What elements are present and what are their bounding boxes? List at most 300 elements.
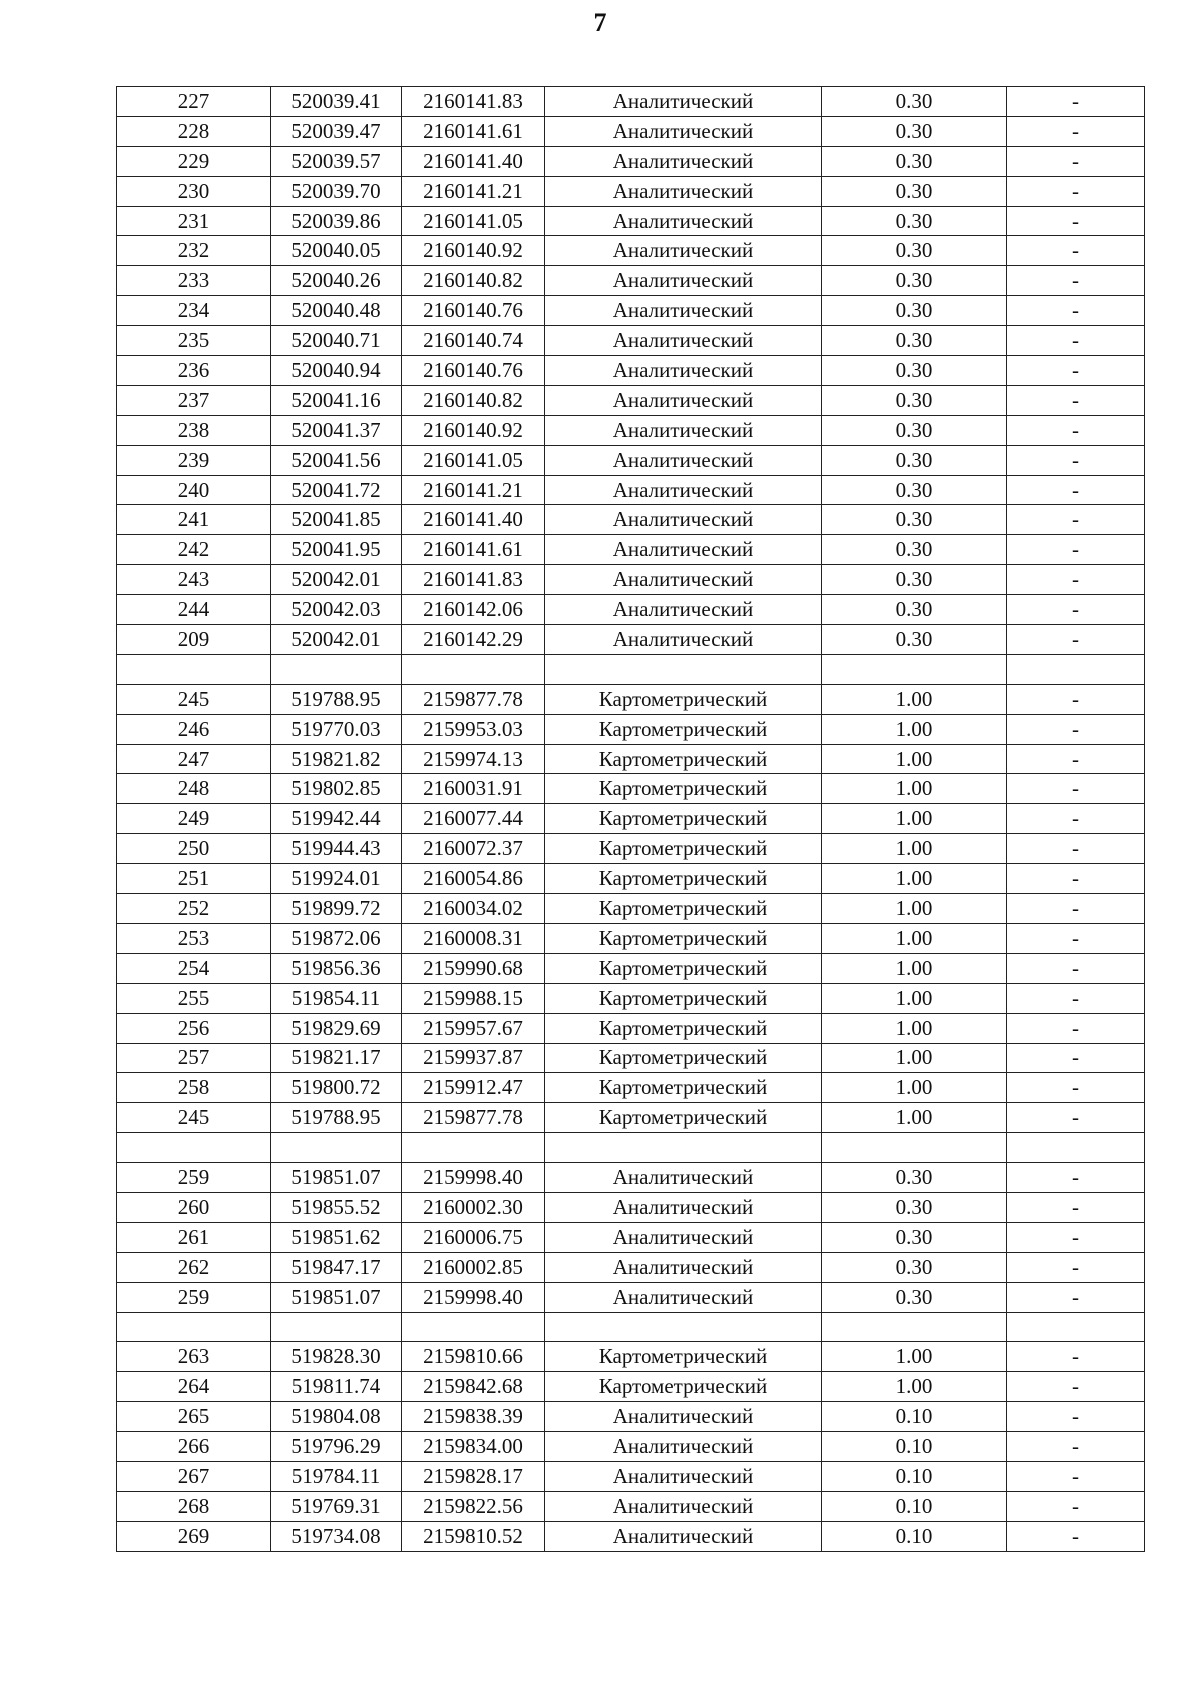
- y-coordinate-cell: 2160142.06: [402, 595, 545, 625]
- method-cell: Картометрический: [545, 834, 822, 864]
- point-number-cell: 251: [117, 864, 271, 894]
- table-row: [117, 1192, 1145, 1222]
- y-coordinate-cell: [402, 1312, 545, 1342]
- x-coordinate-cell: 520042.01: [271, 625, 402, 655]
- method-cell: Аналитический: [545, 415, 822, 445]
- note-cell: -: [1007, 595, 1145, 625]
- accuracy-cell: 0.30: [822, 535, 1007, 565]
- method-cell: Аналитический: [545, 505, 822, 535]
- note-cell: -: [1007, 356, 1145, 386]
- point-number-cell: 244: [117, 595, 271, 625]
- y-coordinate-cell: [402, 654, 545, 684]
- method-cell: Картометрический: [545, 983, 822, 1013]
- x-coordinate-cell: 520040.48: [271, 296, 402, 326]
- table-row: [117, 774, 1145, 804]
- method-cell: Аналитический: [545, 445, 822, 475]
- y-coordinate-cell: 2159838.39: [402, 1402, 545, 1432]
- note-cell: -: [1007, 1282, 1145, 1312]
- page-number: 7: [593, 8, 607, 37]
- y-coordinate-cell: 2160141.21: [402, 475, 545, 505]
- x-coordinate-cell: 519769.31: [271, 1491, 402, 1521]
- y-coordinate-cell: 2160140.76: [402, 296, 545, 326]
- method-cell: Картометрический: [545, 923, 822, 953]
- accuracy-cell: 0.10: [822, 1491, 1007, 1521]
- accuracy-cell: 1.00: [822, 804, 1007, 834]
- x-coordinate-cell: 519770.03: [271, 714, 402, 744]
- note-cell: -: [1007, 744, 1145, 774]
- table-row: [117, 1222, 1145, 1252]
- x-coordinate-cell: 519856.36: [271, 953, 402, 983]
- table-row: [117, 475, 1145, 505]
- x-coordinate-cell: 520039.57: [271, 146, 402, 176]
- accuracy-cell: 1.00: [822, 923, 1007, 953]
- y-coordinate-cell: 2159842.68: [402, 1372, 545, 1402]
- x-coordinate-cell: 519821.17: [271, 1043, 402, 1073]
- accuracy-cell: 0.30: [822, 146, 1007, 176]
- point-number-cell: 250: [117, 834, 271, 864]
- method-cell: Картометрический: [545, 1103, 822, 1133]
- accuracy-cell: 1.00: [822, 744, 1007, 774]
- method-cell: Картометрический: [545, 774, 822, 804]
- note-cell: -: [1007, 1192, 1145, 1222]
- accuracy-cell: [822, 654, 1007, 684]
- point-number-cell: 263: [117, 1342, 271, 1372]
- y-coordinate-cell: 2159877.78: [402, 684, 545, 714]
- table-row: [117, 445, 1145, 475]
- point-number-cell: 262: [117, 1252, 271, 1282]
- point-number-cell: 229: [117, 146, 271, 176]
- method-cell: Аналитический: [545, 1222, 822, 1252]
- method-cell: Картометрический: [545, 953, 822, 983]
- point-number-cell: 249: [117, 804, 271, 834]
- table-row: [117, 1282, 1145, 1312]
- x-coordinate-cell: 520040.05: [271, 236, 402, 266]
- accuracy-cell: [822, 1133, 1007, 1163]
- x-coordinate-cell: 519944.43: [271, 834, 402, 864]
- accuracy-cell: 0.30: [822, 1252, 1007, 1282]
- note-cell: -: [1007, 236, 1145, 266]
- note-cell: -: [1007, 326, 1145, 356]
- method-cell: Аналитический: [545, 1521, 822, 1551]
- point-number-cell: 259: [117, 1163, 271, 1193]
- method-cell: [545, 1312, 822, 1342]
- note-cell: -: [1007, 1491, 1145, 1521]
- note-cell: -: [1007, 87, 1145, 117]
- y-coordinate-cell: 2159998.40: [402, 1282, 545, 1312]
- method-cell: Картометрический: [545, 1013, 822, 1043]
- accuracy-cell: 0.10: [822, 1461, 1007, 1491]
- point-number-cell: 246: [117, 714, 271, 744]
- note-cell: -: [1007, 834, 1145, 864]
- note-cell: -: [1007, 1372, 1145, 1402]
- point-number-cell: 257: [117, 1043, 271, 1073]
- y-coordinate-cell: 2160140.92: [402, 415, 545, 445]
- x-coordinate-cell: 519802.85: [271, 774, 402, 804]
- y-coordinate-cell: 2160002.30: [402, 1192, 545, 1222]
- point-number-cell: 260: [117, 1192, 271, 1222]
- x-coordinate-cell: 519788.95: [271, 684, 402, 714]
- x-coordinate-cell: 519788.95: [271, 1103, 402, 1133]
- accuracy-cell: 0.10: [822, 1402, 1007, 1432]
- note-cell: -: [1007, 983, 1145, 1013]
- y-coordinate-cell: 2160141.21: [402, 176, 545, 206]
- method-cell: Аналитический: [545, 565, 822, 595]
- method-cell: Аналитический: [545, 266, 822, 296]
- method-cell: Аналитический: [545, 206, 822, 236]
- table-row: [117, 1103, 1145, 1133]
- note-cell: -: [1007, 385, 1145, 415]
- y-coordinate-cell: 2160140.82: [402, 385, 545, 415]
- method-cell: Аналитический: [545, 116, 822, 146]
- note-cell: -: [1007, 176, 1145, 206]
- note-cell: -: [1007, 415, 1145, 445]
- y-coordinate-cell: 2159990.68: [402, 953, 545, 983]
- point-number-cell: 232: [117, 236, 271, 266]
- y-coordinate-cell: 2159828.17: [402, 1461, 545, 1491]
- table-row: [117, 296, 1145, 326]
- point-number-cell: 239: [117, 445, 271, 475]
- note-cell: -: [1007, 1252, 1145, 1282]
- method-cell: Аналитический: [545, 535, 822, 565]
- point-number-cell: 268: [117, 1491, 271, 1521]
- y-coordinate-cell: 2159810.52: [402, 1521, 545, 1551]
- accuracy-cell: 1.00: [822, 834, 1007, 864]
- accuracy-cell: 0.30: [822, 206, 1007, 236]
- method-cell: Аналитический: [545, 1192, 822, 1222]
- note-cell: -: [1007, 296, 1145, 326]
- y-coordinate-cell: 2159998.40: [402, 1163, 545, 1193]
- table-separator-row: [117, 1312, 1145, 1342]
- x-coordinate-cell: 520042.01: [271, 565, 402, 595]
- y-coordinate-cell: 2159974.13: [402, 744, 545, 774]
- table-row: [117, 684, 1145, 714]
- accuracy-cell: 1.00: [822, 774, 1007, 804]
- accuracy-cell: 0.30: [822, 505, 1007, 535]
- note-cell: -: [1007, 1222, 1145, 1252]
- accuracy-cell: 0.30: [822, 595, 1007, 625]
- point-number-cell: 264: [117, 1372, 271, 1402]
- method-cell: Аналитический: [545, 1163, 822, 1193]
- table-row: [117, 565, 1145, 595]
- y-coordinate-cell: 2159822.56: [402, 1491, 545, 1521]
- method-cell: Картометрический: [545, 1372, 822, 1402]
- point-number-cell: 269: [117, 1521, 271, 1551]
- method-cell: Картометрический: [545, 864, 822, 894]
- point-number-cell: 256: [117, 1013, 271, 1043]
- method-cell: Аналитический: [545, 296, 822, 326]
- point-number-cell: 233: [117, 266, 271, 296]
- x-coordinate-cell: 520040.94: [271, 356, 402, 386]
- y-coordinate-cell: 2160140.92: [402, 236, 545, 266]
- accuracy-cell: 0.30: [822, 1282, 1007, 1312]
- table-row: [117, 1521, 1145, 1551]
- x-coordinate-cell: 520039.70: [271, 176, 402, 206]
- method-cell: Аналитический: [545, 595, 822, 625]
- coordinates-table: [116, 86, 1145, 1552]
- x-coordinate-cell: 520042.03: [271, 595, 402, 625]
- point-number-cell: 255: [117, 983, 271, 1013]
- table-row: [117, 953, 1145, 983]
- accuracy-cell: 0.30: [822, 356, 1007, 386]
- note-cell: -: [1007, 445, 1145, 475]
- y-coordinate-cell: 2160141.40: [402, 146, 545, 176]
- table-separator-row: [117, 654, 1145, 684]
- method-cell: Картометрический: [545, 1073, 822, 1103]
- x-coordinate-cell: 519851.07: [271, 1282, 402, 1312]
- table-row: [117, 595, 1145, 625]
- table-row: [117, 356, 1145, 386]
- method-cell: Аналитический: [545, 475, 822, 505]
- x-coordinate-cell: 519828.30: [271, 1342, 402, 1372]
- x-coordinate-cell: [271, 1133, 402, 1163]
- y-coordinate-cell: 2160077.44: [402, 804, 545, 834]
- x-coordinate-cell: 519855.52: [271, 1192, 402, 1222]
- accuracy-cell: 1.00: [822, 684, 1007, 714]
- accuracy-cell: 0.10: [822, 1521, 1007, 1551]
- point-number-cell: 243: [117, 565, 271, 595]
- x-coordinate-cell: 519854.11: [271, 983, 402, 1013]
- point-number-cell: 254: [117, 953, 271, 983]
- method-cell: Аналитический: [545, 146, 822, 176]
- x-coordinate-cell: 519829.69: [271, 1013, 402, 1043]
- x-coordinate-cell: 519851.62: [271, 1222, 402, 1252]
- x-coordinate-cell: 519804.08: [271, 1402, 402, 1432]
- point-number-cell: 230: [117, 176, 271, 206]
- y-coordinate-cell: 2160002.85: [402, 1252, 545, 1282]
- point-number-cell: [117, 1133, 271, 1163]
- x-coordinate-cell: 520039.86: [271, 206, 402, 236]
- accuracy-cell: 1.00: [822, 953, 1007, 983]
- method-cell: Аналитический: [545, 356, 822, 386]
- point-number-cell: 241: [117, 505, 271, 535]
- method-cell: [545, 1133, 822, 1163]
- y-coordinate-cell: 2160008.31: [402, 923, 545, 953]
- point-number-cell: 242: [117, 535, 271, 565]
- y-coordinate-cell: [402, 1133, 545, 1163]
- note-cell: -: [1007, 1103, 1145, 1133]
- table-row: [117, 714, 1145, 744]
- y-coordinate-cell: 2159810.66: [402, 1342, 545, 1372]
- x-coordinate-cell: 520039.47: [271, 116, 402, 146]
- table-row: [117, 116, 1145, 146]
- method-cell: Картометрический: [545, 1043, 822, 1073]
- note-cell: -: [1007, 1342, 1145, 1372]
- y-coordinate-cell: 2160140.76: [402, 356, 545, 386]
- method-cell: Аналитический: [545, 1252, 822, 1282]
- note-cell: -: [1007, 206, 1145, 236]
- coordinates-table-body: [117, 87, 1145, 1552]
- point-number-cell: 231: [117, 206, 271, 236]
- note-cell: -: [1007, 116, 1145, 146]
- y-coordinate-cell: 2159988.15: [402, 983, 545, 1013]
- table-row: [117, 894, 1145, 924]
- method-cell: Картометрический: [545, 804, 822, 834]
- table-row: [117, 834, 1145, 864]
- table-row: [117, 326, 1145, 356]
- accuracy-cell: 1.00: [822, 864, 1007, 894]
- x-coordinate-cell: 520041.37: [271, 415, 402, 445]
- note-cell: -: [1007, 146, 1145, 176]
- point-number-cell: 234: [117, 296, 271, 326]
- table-row: [117, 923, 1145, 953]
- table-row: [117, 1163, 1145, 1193]
- x-coordinate-cell: 520041.95: [271, 535, 402, 565]
- method-cell: Аналитический: [545, 1461, 822, 1491]
- note-cell: -: [1007, 625, 1145, 655]
- point-number-cell: 266: [117, 1432, 271, 1462]
- x-coordinate-cell: 519796.29: [271, 1432, 402, 1462]
- note-cell: -: [1007, 774, 1145, 804]
- point-number-cell: 245: [117, 1103, 271, 1133]
- note-cell: -: [1007, 1073, 1145, 1103]
- table-row: [117, 385, 1145, 415]
- y-coordinate-cell: 2160141.61: [402, 535, 545, 565]
- table-separator-row: [117, 1133, 1145, 1163]
- x-coordinate-cell: 519942.44: [271, 804, 402, 834]
- y-coordinate-cell: 2160034.02: [402, 894, 545, 924]
- x-coordinate-cell: 520041.72: [271, 475, 402, 505]
- accuracy-cell: 1.00: [822, 1073, 1007, 1103]
- accuracy-cell: 1.00: [822, 983, 1007, 1013]
- y-coordinate-cell: 2159877.78: [402, 1103, 545, 1133]
- table-row: [117, 625, 1145, 655]
- accuracy-cell: 1.00: [822, 1342, 1007, 1372]
- y-coordinate-cell: 2160141.83: [402, 87, 545, 117]
- point-number-cell: 253: [117, 923, 271, 953]
- accuracy-cell: 1.00: [822, 714, 1007, 744]
- accuracy-cell: 1.00: [822, 1372, 1007, 1402]
- y-coordinate-cell: 2160141.61: [402, 116, 545, 146]
- point-number-cell: 228: [117, 116, 271, 146]
- x-coordinate-cell: 520040.71: [271, 326, 402, 356]
- x-coordinate-cell: 519800.72: [271, 1073, 402, 1103]
- note-cell: -: [1007, 1402, 1145, 1432]
- note-cell: -: [1007, 923, 1145, 953]
- point-number-cell: 238: [117, 415, 271, 445]
- note-cell: -: [1007, 1461, 1145, 1491]
- table-row: [117, 206, 1145, 236]
- y-coordinate-cell: 2160140.74: [402, 326, 545, 356]
- table-row: [117, 236, 1145, 266]
- accuracy-cell: 0.30: [822, 1163, 1007, 1193]
- table-row: [117, 87, 1145, 117]
- table-row: [117, 983, 1145, 1013]
- note-cell: [1007, 1133, 1145, 1163]
- note-cell: -: [1007, 505, 1145, 535]
- x-coordinate-cell: [271, 654, 402, 684]
- point-number-cell: 267: [117, 1461, 271, 1491]
- method-cell: Картометрический: [545, 684, 822, 714]
- note-cell: -: [1007, 1043, 1145, 1073]
- point-number-cell: 252: [117, 894, 271, 924]
- method-cell: Аналитический: [545, 236, 822, 266]
- note-cell: [1007, 654, 1145, 684]
- note-cell: -: [1007, 804, 1145, 834]
- note-cell: -: [1007, 1163, 1145, 1193]
- note-cell: -: [1007, 953, 1145, 983]
- method-cell: Аналитический: [545, 1282, 822, 1312]
- table-row: [117, 804, 1145, 834]
- table-row: [117, 146, 1145, 176]
- point-number-cell: 265: [117, 1402, 271, 1432]
- table-row: [117, 1402, 1145, 1432]
- y-coordinate-cell: 2159912.47: [402, 1073, 545, 1103]
- point-number-cell: 237: [117, 385, 271, 415]
- y-coordinate-cell: 2159937.87: [402, 1043, 545, 1073]
- point-number-cell: 245: [117, 684, 271, 714]
- note-cell: -: [1007, 266, 1145, 296]
- table-row: [117, 266, 1145, 296]
- y-coordinate-cell: 2160072.37: [402, 834, 545, 864]
- accuracy-cell: 0.30: [822, 266, 1007, 296]
- table-row: [117, 1432, 1145, 1462]
- x-coordinate-cell: [271, 1312, 402, 1342]
- accuracy-cell: 0.30: [822, 565, 1007, 595]
- table-row: [117, 1073, 1145, 1103]
- accuracy-cell: [822, 1312, 1007, 1342]
- accuracy-cell: 0.30: [822, 296, 1007, 326]
- accuracy-cell: 0.10: [822, 1432, 1007, 1462]
- accuracy-cell: 0.30: [822, 1192, 1007, 1222]
- table-row: [117, 505, 1145, 535]
- x-coordinate-cell: 519847.17: [271, 1252, 402, 1282]
- note-cell: -: [1007, 714, 1145, 744]
- method-cell: Аналитический: [545, 87, 822, 117]
- x-coordinate-cell: 520041.85: [271, 505, 402, 535]
- accuracy-cell: 0.30: [822, 415, 1007, 445]
- point-number-cell: [117, 654, 271, 684]
- accuracy-cell: 1.00: [822, 1013, 1007, 1043]
- y-coordinate-cell: 2160142.29: [402, 625, 545, 655]
- accuracy-cell: 1.00: [822, 894, 1007, 924]
- note-cell: -: [1007, 864, 1145, 894]
- note-cell: -: [1007, 894, 1145, 924]
- point-number-cell: 227: [117, 87, 271, 117]
- x-coordinate-cell: 519734.08: [271, 1521, 402, 1551]
- method-cell: Аналитический: [545, 625, 822, 655]
- y-coordinate-cell: 2159957.67: [402, 1013, 545, 1043]
- y-coordinate-cell: 2160141.05: [402, 445, 545, 475]
- y-coordinate-cell: 2160140.82: [402, 266, 545, 296]
- x-coordinate-cell: 519924.01: [271, 864, 402, 894]
- point-number-cell: 258: [117, 1073, 271, 1103]
- note-cell: -: [1007, 684, 1145, 714]
- table-row: [117, 535, 1145, 565]
- accuracy-cell: 1.00: [822, 1103, 1007, 1133]
- y-coordinate-cell: 2160054.86: [402, 864, 545, 894]
- method-cell: Аналитический: [545, 1491, 822, 1521]
- method-cell: Аналитический: [545, 176, 822, 206]
- note-cell: -: [1007, 1521, 1145, 1551]
- accuracy-cell: 1.00: [822, 1043, 1007, 1073]
- accuracy-cell: 0.30: [822, 385, 1007, 415]
- point-number-cell: 259: [117, 1282, 271, 1312]
- method-cell: Картометрический: [545, 1342, 822, 1372]
- x-coordinate-cell: 519851.07: [271, 1163, 402, 1193]
- y-coordinate-cell: 2159953.03: [402, 714, 545, 744]
- x-coordinate-cell: 520041.16: [271, 385, 402, 415]
- x-coordinate-cell: 519784.11: [271, 1461, 402, 1491]
- point-number-cell: 209: [117, 625, 271, 655]
- method-cell: Картометрический: [545, 894, 822, 924]
- table-row: [117, 1461, 1145, 1491]
- table-row: [117, 1043, 1145, 1073]
- accuracy-cell: 0.30: [822, 1222, 1007, 1252]
- note-cell: -: [1007, 1013, 1145, 1043]
- method-cell: Картометрический: [545, 714, 822, 744]
- method-cell: Картометрический: [545, 744, 822, 774]
- note-cell: [1007, 1312, 1145, 1342]
